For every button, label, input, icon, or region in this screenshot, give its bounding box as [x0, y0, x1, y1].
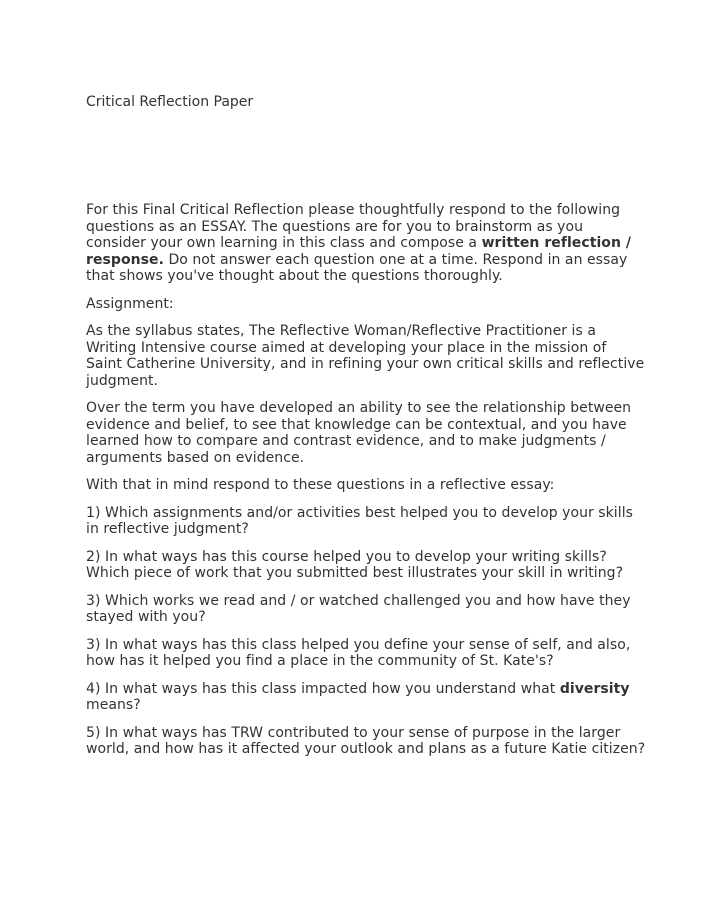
respond-instruction: With that in mind respond to these questions in a reflective essay: [86, 477, 555, 493]
question-3-works: 3) Which works we read and / or watched challenged you and how have they stayed with you? [86, 592, 631, 625]
question-4-text: 4) In what ways has this class impacted how you understand what [86, 680, 560, 697]
question-4-text-end: means? [86, 697, 141, 713]
intro-paragraph [86, 202, 646, 285]
question-2: 2) In what ways has this course helped you to develop your writing skills? Which piece of work that you submitted best illustrates your skill in writing? [86, 548, 624, 581]
question-4-bold: diversity [559, 680, 630, 697]
question-1: 1) Which assignments and/or activities best helped you to develop your skills in reflective judgment? [86, 504, 633, 537]
intro-text-end: Do not answer each question one at a time. Respond in an essay that shows you've thought about the questions thoroughly. [86, 251, 628, 284]
document-title: Critical Reflection Paper [86, 94, 254, 110]
question-3-self: 3) In what ways has this class helped you define your sense of self, and also, how has it helped you find a place in the community of St. Kate's? [86, 636, 631, 669]
question-5: 5) In what ways has TRW contributed to your sense of purpose in the larger world, and how has it affected your outlook and plans as a future Katie citizen? [86, 724, 646, 757]
document-body [86, 202, 646, 769]
term-paragraph: Over the term you have developed an ability to see the relationship between evidence and belief, to see that knowledge can be contextual, and you have learned how to compare and contrast evidence, and to make judgments / arguments based on evidence. [86, 400, 632, 466]
question-4 [86, 681, 646, 714]
intro-text: For this Final Critical Reflection please thoughtfully respond to the following questions as an ESSAY. The questions are for you to brainstorm as you consider your own learning in this class and compose a [86, 202, 621, 251]
intro-bold-text: written reflection / response. [86, 235, 632, 268]
assignment-label: Assignment: [86, 295, 174, 312]
syllabus-paragraph: As the syllabus states, The Reflective Woman/Reflective Practitioner is a Writing Intensive course aimed at developing your place in the mission of Saint Catherine University, and in refining your own critical skills and reflective judgment. [86, 323, 645, 389]
